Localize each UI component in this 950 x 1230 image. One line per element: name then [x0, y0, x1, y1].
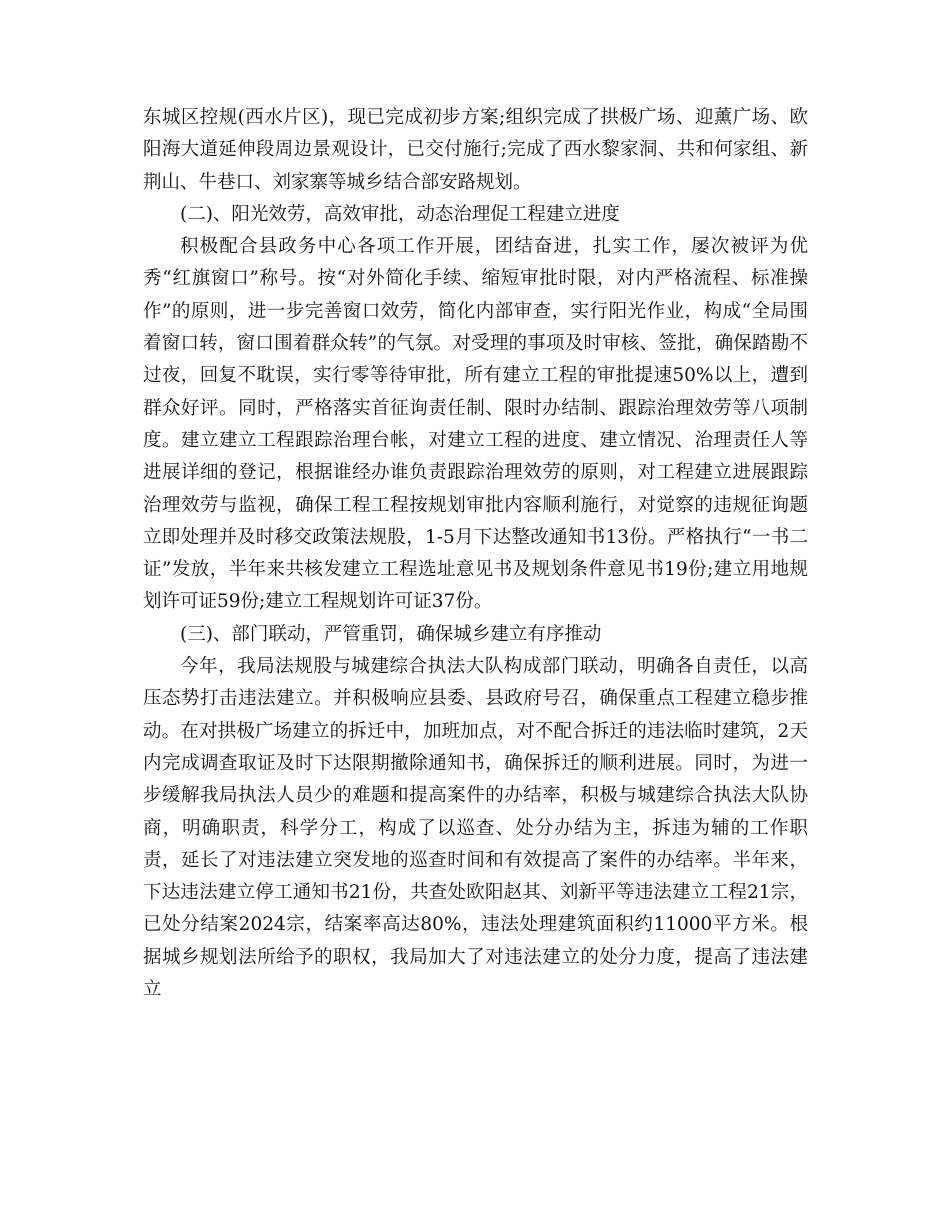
section-heading-3: (三)、部门联动，严管重罚，确保城乡建立有序推动: [180, 623, 602, 645]
document-body: [143, 102, 808, 1006]
paragraph-enforcement: 今年，我局法规股与城建综合执法大队构成部门联动，明确各自责任，以高压态势打击违法建立。并积极响应县委、县政府号召，确保重点工程建立稳步推动。在对拱极广场建立的拆迁中，加班加点，对不配合拆迁的违法临时建筑，2天内完成调查取证及时下达限期撤除通知书，确保拆迁的顺利进展。同时，为进一步缓解我局执法人员少的难题和提高案件的办结率，积极与城建综合执法大队协商，明确职责，科学分工，构成了以巡查、处分办结为主，拆违为辅的工作职责，延长了对违法建立突发地的巡查时间和有效提高了案件的办结率。半年来，下达违法建立停工通知书21份，共查处欧阳赵其、刘新平等违法建立工程21宗，已处分结案2024宗，结案率高达80%，违法处理建筑面积约11000平方米。根据城乡规划法所给予的职权，我局加大了对违法建立的处分力度，提高了违法建立: [143, 656, 808, 1001]
paragraph-service: 积极配合县政务中心各项工作开展，团结奋进，扎实工作，屡次被评为优秀“红旗窗口”称号。按“对外简化手续、缩短审批时限，对内严格流程、标准操作”的原则，进一步完善窗口效劳，简化内部审查，实行阳光作业，构成“全局围着窗口转，窗口围着群众转”的气氛。对受理的事项及时审核、签批，确保踏勘不过夜，回复不耽误，实行零等待审批，所有建立工程的审批提速50%以上，遭到群众好评。同时，严格落实首征询责任制、限时办结制、跟踪治理效劳等八项制度。建立建立工程跟踪治理台帐，对建立工程的进度、建立情况、治理责任人等进展详细的登记，根据谁经办谁负责跟踪治理效劳的原则，对工程建立进展跟踪治理效劳与监视，确保工程工程按规划审批内容顺利施行，对觉察的违规征询题立即处理并及时移交政策法规股，1-5月下达整改通知书13份。严格执行“一书二证”发放，半年来共核发建立工程选址意见书及规划条件意见书19份;建立用地规划许可证59份;建立工程规划许可证37份。: [143, 236, 808, 613]
paragraph-continuation: 东城区控规(西水片区)，现已完成初步方案;组织完成了拱极广场、迎薰广场、欧阳海大道延伸段周边景观设计，已交付施行;完成了西水黎家洞、共和何家组、新荆山、牛巷口、刘家寨等城乡结合部安路规划。: [143, 107, 808, 193]
section-heading-2: (二)、阳光效劳，高效审批，动态治理促工程建立进度: [180, 203, 620, 225]
